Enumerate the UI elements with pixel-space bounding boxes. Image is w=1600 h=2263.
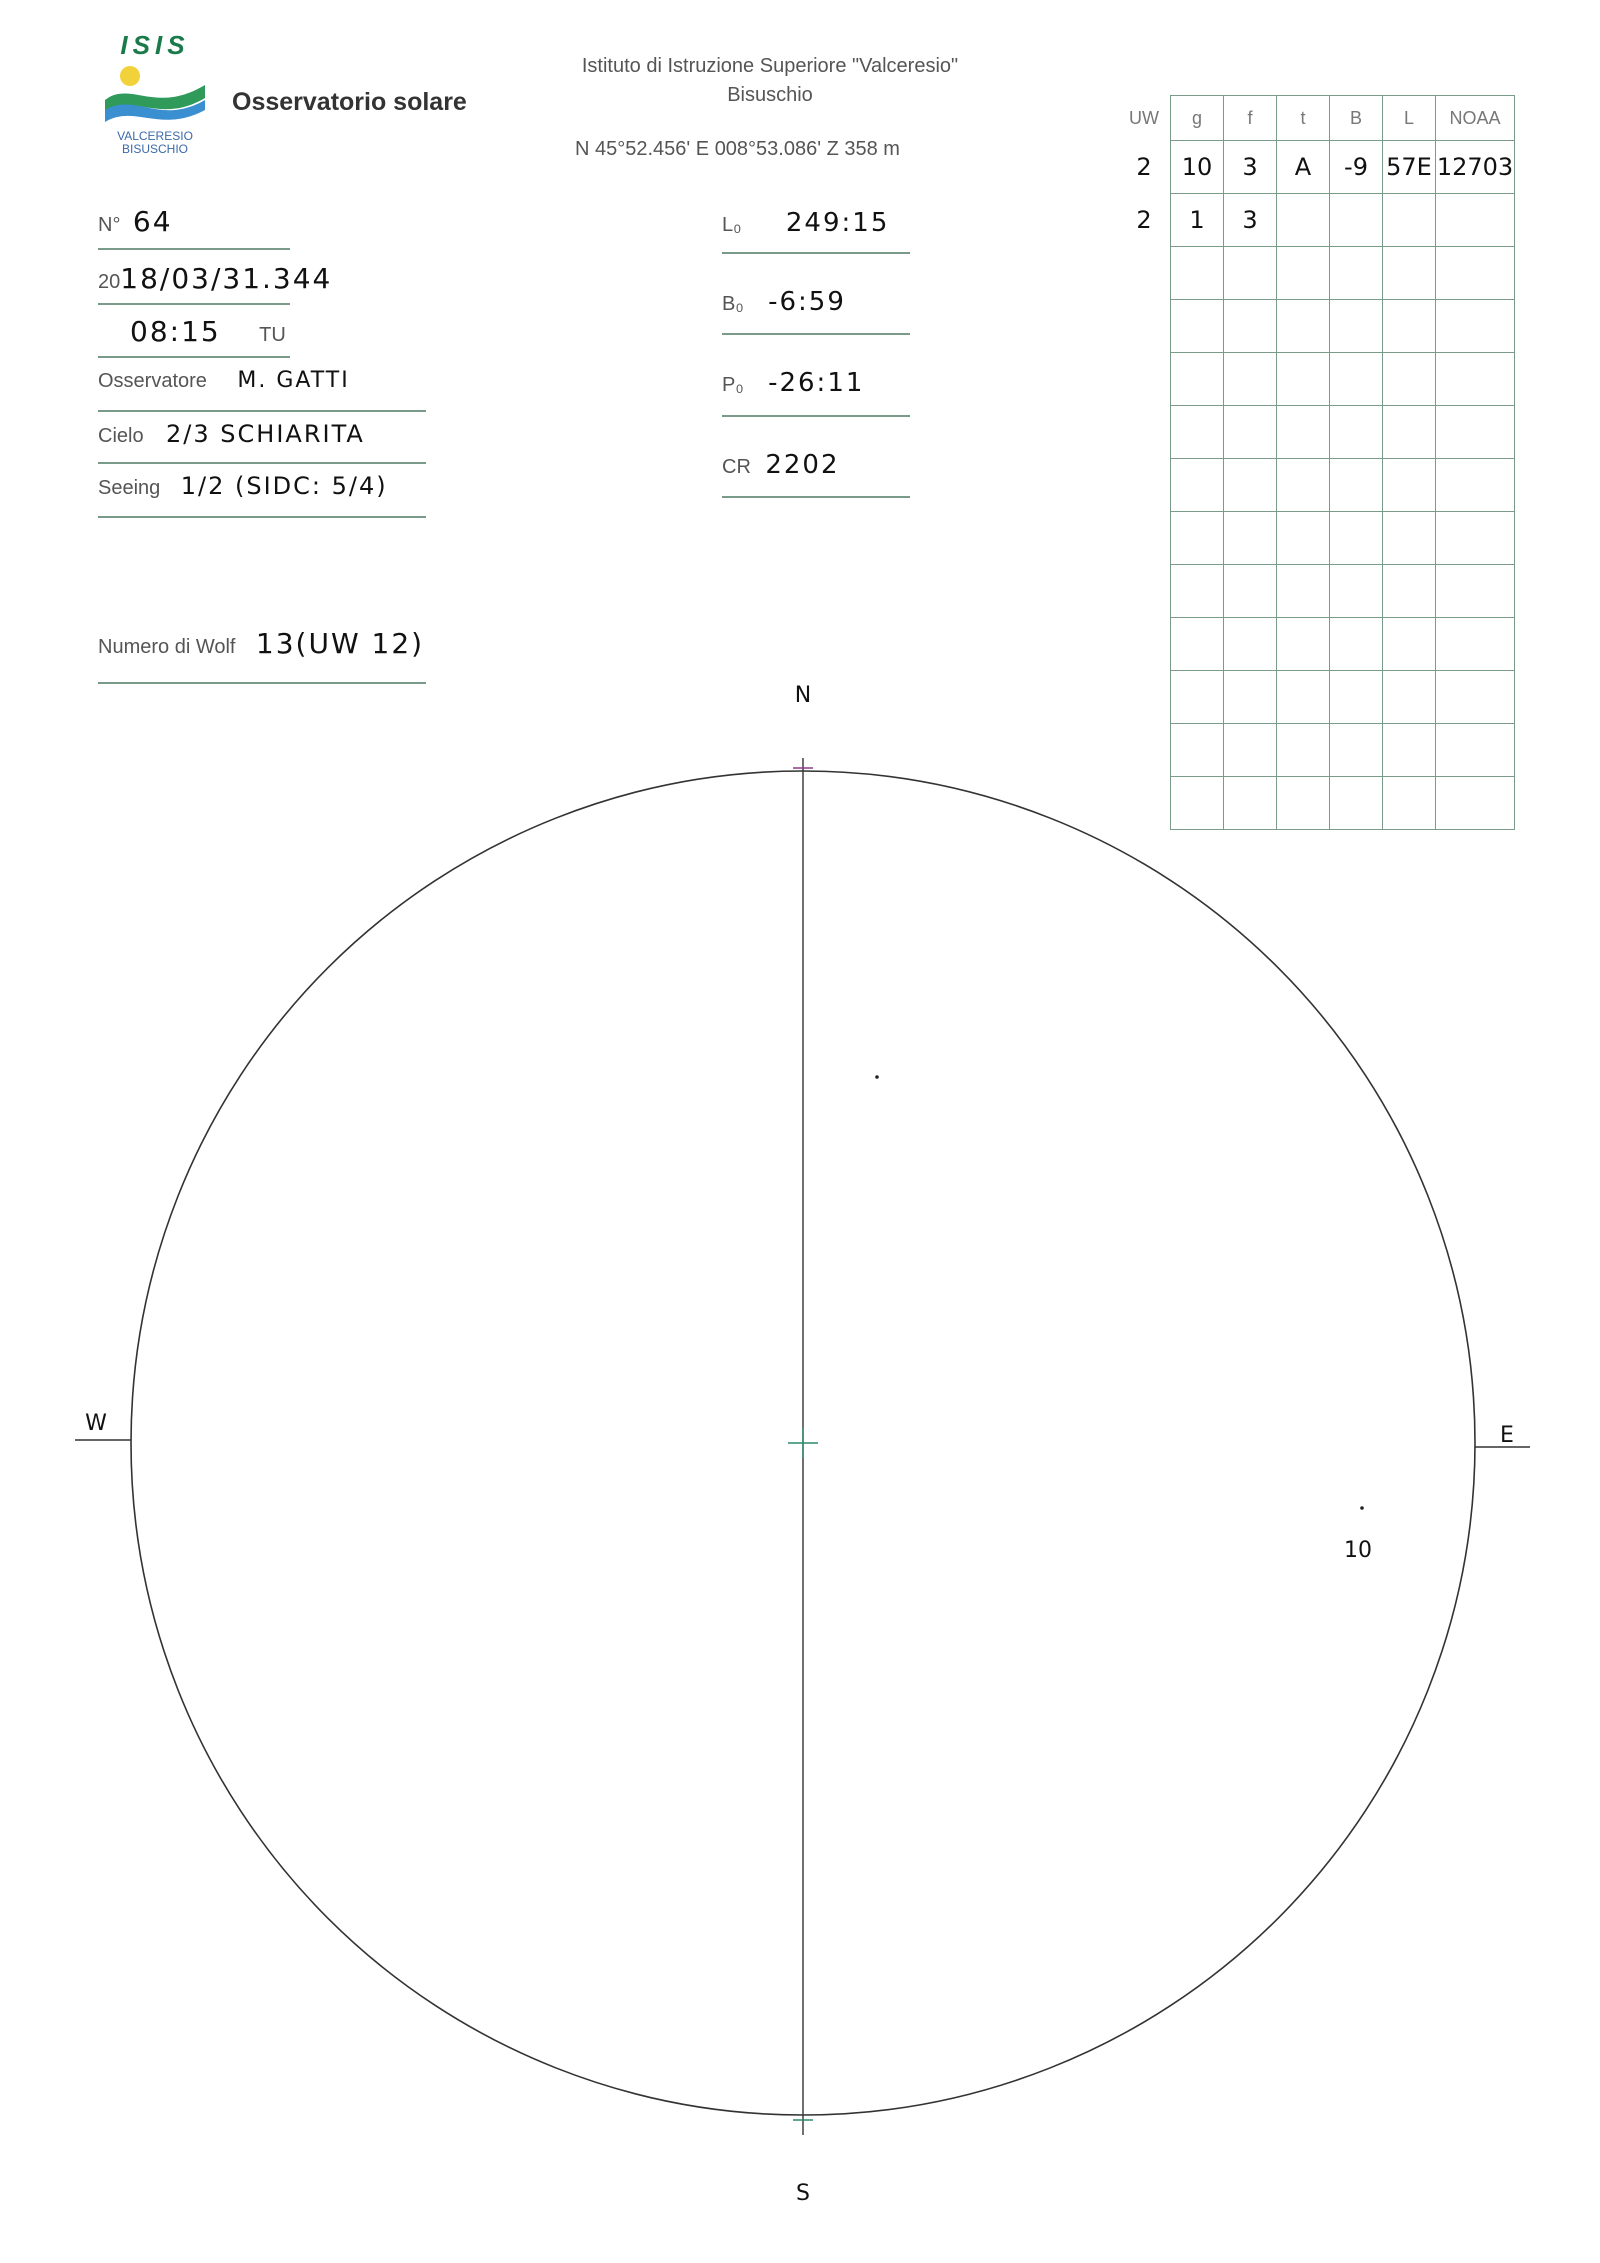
- east-label: E: [1500, 1423, 1514, 1448]
- b0-value: -6:59: [768, 287, 846, 317]
- carrington-label: CR: [722, 456, 751, 478]
- l0-label: L₀: [722, 214, 742, 236]
- sunspot-mark: [875, 1075, 879, 1079]
- wolf-number-value: 13(UW 12): [255, 627, 425, 660]
- cell-t: t: [1277, 96, 1330, 141]
- cell-l: 57E: [1383, 141, 1436, 194]
- cell-f: 3: [1224, 194, 1277, 247]
- cell-f: f: [1224, 96, 1277, 141]
- sky-value: 2/3 SCHIARITA: [166, 420, 365, 448]
- wolf-number-label: Numero di Wolf: [98, 636, 236, 658]
- b0-label: B₀: [722, 293, 744, 315]
- south-label: S: [796, 2181, 810, 2206]
- p0-label: P₀: [722, 374, 744, 396]
- cell-uw: 2: [1118, 141, 1171, 194]
- observer-label: Osservatore: [98, 370, 207, 392]
- cell-uw: 2: [1118, 194, 1171, 247]
- observer-value: M. GATTI: [237, 368, 350, 393]
- cell-t: A: [1277, 141, 1330, 194]
- cell-b: -9: [1330, 141, 1383, 194]
- cell-g: 10: [1171, 141, 1224, 194]
- time-suffix: TU: [259, 324, 286, 346]
- sky-label: Cielo: [98, 425, 144, 447]
- institute-name: Istituto di Istruzione Superiore "Valceresio": [581, 55, 959, 77]
- station-coordinates: N 45°52.456' E 008°53.086' Z 358 m: [575, 138, 900, 160]
- cell-g: 1: [1171, 194, 1224, 247]
- sheet-number-label: N°: [98, 214, 121, 236]
- seeing-value: 1/2 (SIDC: 5/4): [180, 472, 388, 500]
- north-label: N: [794, 683, 812, 708]
- sheet-number-value: 64: [132, 205, 173, 238]
- date-prefix: 20: [98, 271, 121, 293]
- l0-value: 249:15: [785, 208, 890, 238]
- cell-b: B: [1330, 96, 1383, 141]
- carrington-value: 2202: [765, 450, 840, 480]
- date-value: 18/03/31.344: [120, 262, 333, 295]
- west-label: W: [85, 1411, 107, 1436]
- cell-l: L: [1383, 96, 1436, 141]
- cell-noaa: NOAA: [1436, 96, 1515, 141]
- sunspot-group-10-mark: [1360, 1506, 1364, 1510]
- time-value: 08:15: [130, 315, 221, 348]
- cell-uw: UW: [1118, 96, 1171, 141]
- cell-noaa: 12703: [1436, 141, 1515, 194]
- cell-f: 3: [1224, 141, 1277, 194]
- cell-g: g: [1171, 96, 1224, 141]
- seeing-label: Seeing: [98, 477, 161, 499]
- observatory-title: Osservatorio solare: [232, 88, 467, 116]
- group-10-label: 10: [1344, 1538, 1372, 1563]
- p0-value: -26:11: [768, 368, 865, 398]
- logo-wordmark: ISIS: [120, 30, 190, 60]
- institute-town: Bisuschio: [727, 84, 813, 106]
- logo-caption: VALCERESIO BISUSCHIO: [117, 129, 193, 156]
